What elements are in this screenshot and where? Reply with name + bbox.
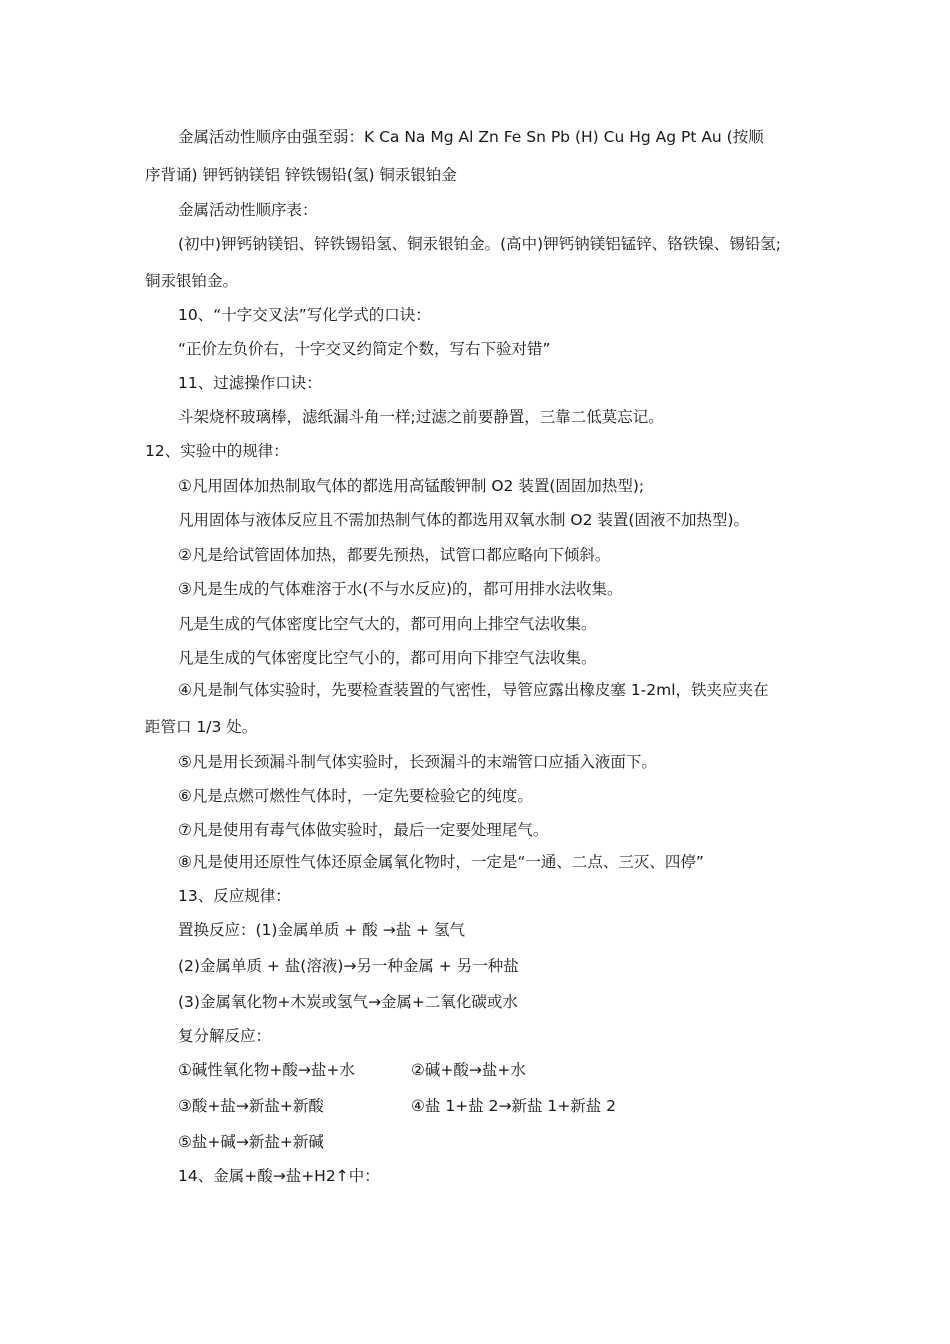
- text-line: “正价左负价右，十字交叉约简定个数，写右下验对错”: [178, 340, 551, 358]
- text-line: 12、实验中的规律：: [145, 442, 289, 460]
- text-line: ⑥凡是点燃可燃性气体时，一定先要检验它的纯度。: [178, 787, 533, 805]
- text-line: 置换反应：(1)金属单质 + 酸 →盐 + 氢气: [178, 921, 466, 939]
- text-line: ⑤盐+碱→新盐+新碱: [178, 1133, 324, 1151]
- text-line: 凡是生成的气体密度比空气大的，都可用向上排空气法收集。: [178, 615, 597, 633]
- text-line: ②凡是给试管固体加热，都要先预热，试管口都应略向下倾斜。: [178, 546, 611, 564]
- text-line: 铜汞银铂金。: [145, 272, 239, 290]
- text-line: 金属活动性顺序由强至弱：K Ca Na Mg Al Zn Fe Sn Pb (H) Cu Hg Ag Pt Au (按顺: [178, 128, 764, 146]
- text-line: 10、“十字交叉法”写化学式的口诀：: [178, 306, 431, 324]
- text-line: 凡用固体与液体反应且不需加热制气体的都选用双氧水制 O2 装置(固液不加热型)。: [178, 511, 750, 529]
- text-line: (初中)钾钙钠镁铝、锌铁锡铅氢、铜汞银铂金。(高中)钾钙钠镁铝锰锌、铬铁镍、锡铅氢;: [178, 235, 781, 253]
- text-line: 斗架烧杯玻璃棒，滤纸漏斗角一样;过滤之前要静置，三靠二低莫忘记。: [178, 408, 664, 426]
- text-line: 复分解反应：: [178, 1027, 272, 1045]
- text-line: 距管口 1/3 处。: [145, 718, 258, 736]
- text-line: 14、金属+酸→盐+H2↑中：: [178, 1167, 380, 1185]
- text-line: ⑧凡是使用还原性气体还原金属氧化物时，一定是“一通、二点、三灭、四停”: [178, 853, 704, 871]
- text-line: ①凡用固体加热制取气体的都选用高锰酸钾制 O2 装置(固固加热型);: [178, 477, 645, 495]
- text-line: ④盐 1+盐 2→新盐 1+新盐 2: [411, 1097, 617, 1115]
- text-line: ⑦凡是使用有毒气体做实验时，最后一定要处理尾气。: [178, 821, 549, 839]
- text-line: 凡是生成的气体密度比空气小的，都可用向下排空气法收集。: [178, 649, 597, 667]
- text-line: ③酸+盐→新盐+新酸: [178, 1097, 324, 1115]
- text-line: (2)金属单质 + 盐(溶液)→另一种金属 + 另一种盐: [178, 957, 519, 975]
- text-line: ②碱+酸→盐+水: [411, 1061, 526, 1079]
- text-line: 13、反应规律：: [178, 887, 291, 905]
- text-line: 序背诵) 钾钙钠镁铝 锌铁锡铅(氢) 铜汞银铂金: [145, 166, 457, 184]
- text-line: ⑤凡是用长颈漏斗制气体实验时，长颈漏斗的末端管口应插入液面下。: [178, 753, 657, 771]
- text-line: (3)金属氧化物+木炭或氢气→金属+二氧化碳或水: [178, 993, 518, 1011]
- text-line: 11、过滤操作口诀：: [178, 374, 322, 392]
- text-line: ③凡是生成的气体难溶于水(不与水反应)的，都可用排水法收集。: [178, 580, 623, 598]
- text-line: ①碱性氧化物+酸→盐+水: [178, 1061, 355, 1079]
- text-line: ④凡是制气体实验时，先要检查装置的气密性，导管应露出橡皮塞 1-2ml，铁夹应夹在: [178, 681, 769, 699]
- text-line: 金属活动性顺序表：: [178, 201, 318, 219]
